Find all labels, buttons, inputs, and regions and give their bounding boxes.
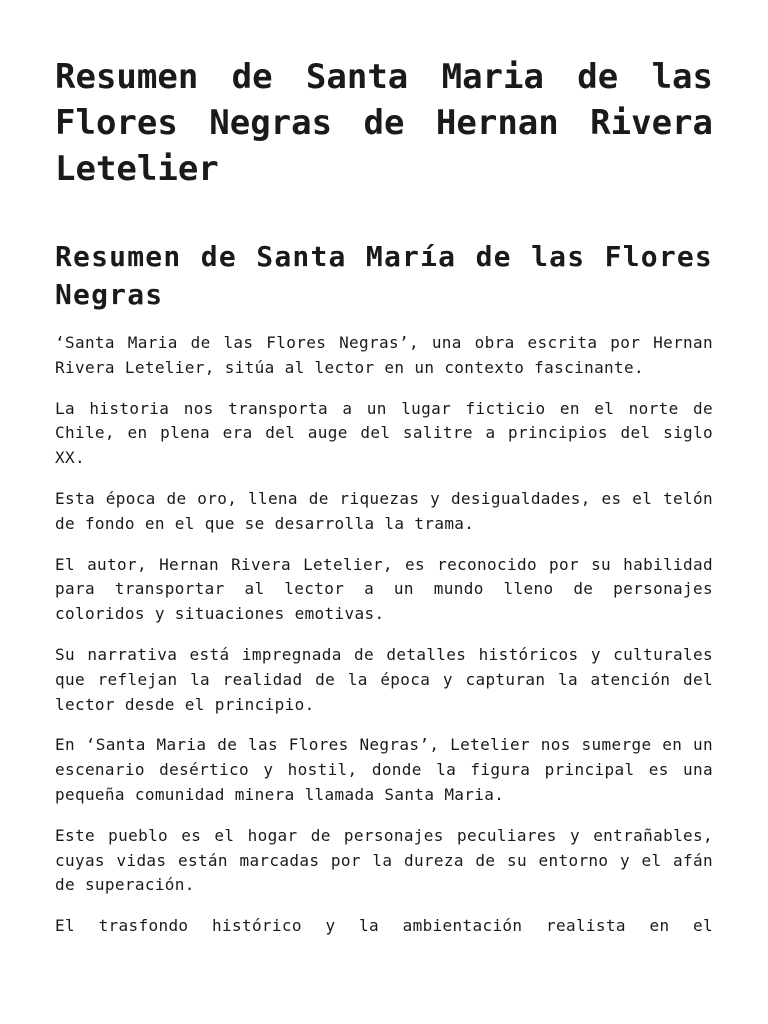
article-title: Resumen de Santa Maria de las Flores Negras de Hernan Rivera Letelier [55,57,713,189]
section-heading: Resumen de Santa María de las Flores Negras [55,240,713,311]
paragraph: Este pueblo es el hogar de personajes peculiares y entrañables, cuyas vidas están marcadas por la dureza de su entorno y el afán de superación. [55,825,713,895]
paragraph: Su narrativa está impregnada de detalles históricos y culturales que reflejan la realidad de la época y capturan la atención del lector desde el principio. [55,644,713,714]
paragraph-truncated: El trasfondo histórico y la ambientación realista en el [55,916,713,936]
paragraph: La historia nos transporta a un lugar ficticio en el norte de Chile, en plena era del auge del salitre a principios del siglo XX. [55,398,713,468]
paragraph: Esta época de oro, llena de riquezas y desigualdades, es el telón de fondo en el que se desarrolla la trama. [55,488,713,533]
paragraph: ‘Santa Maria de las Flores Negras’, una obra escrita por Hernan Rivera Letelier, sitúa al lector en un contexto fascinante. [55,333,713,377]
document-page [55,54,713,955]
paragraph: En ‘Santa Maria de las Flores Negras’, Letelier nos sumerge en un escenario desértico y hostil, donde la figura principal es una pequeña comunidad minera llamada Santa Maria. [55,735,713,804]
paragraph: El autor, Hernan Rivera Letelier, es reconocido por su habilidad para transportar al lector a un mundo lleno de personajes coloridos y situaciones emotivas. [55,554,713,624]
article-body [55,331,713,939]
